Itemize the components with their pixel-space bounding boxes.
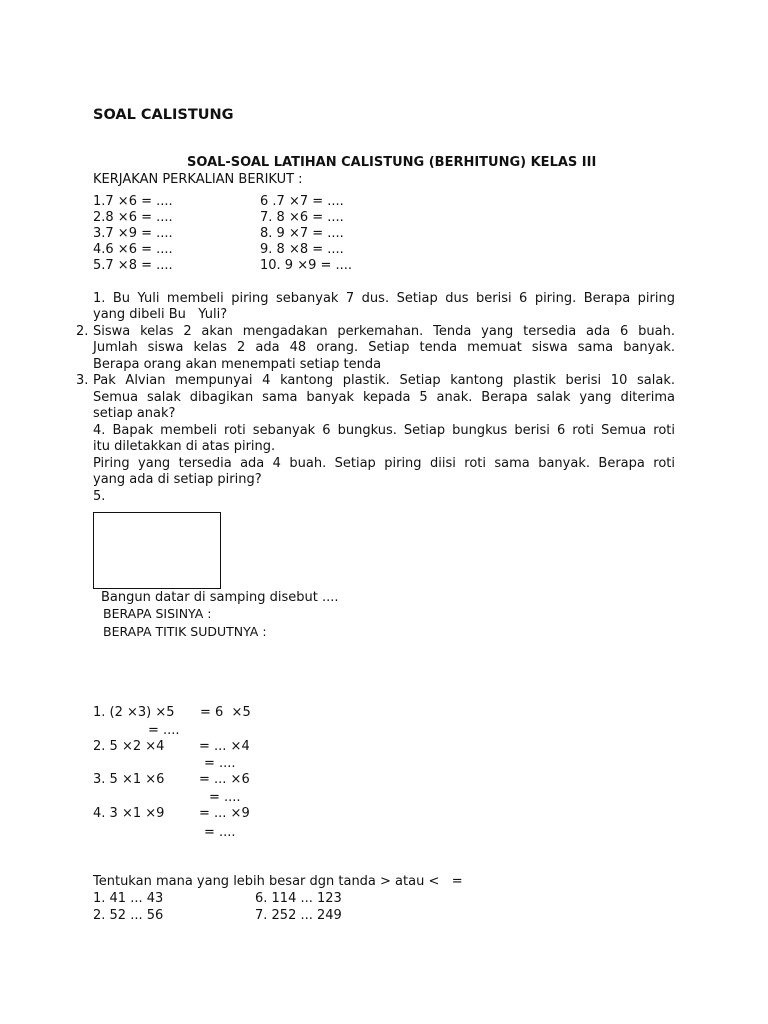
mult-item: 10. 9 ×9 = ....: [260, 258, 353, 273]
assoc-expr: 3. 5 ×1 ×6: [93, 772, 165, 787]
section-subtitle: SOAL-SOAL LATIHAN CALISTUNG (BERHITUNG) KELAS III: [187, 155, 597, 170]
mult-item: 4.6 ×6 = ....: [93, 242, 173, 257]
assoc-step: = ... ×4: [199, 739, 250, 754]
story-number: 2.: [76, 324, 89, 339]
story-line: Pak Alvian mempunyai 4 kantong plastik. Setiap kantong plastik berisi 10 salak.: [93, 373, 675, 388]
assoc-step: = 6 ×5: [200, 705, 251, 720]
story-line: Siswa kelas 2 akan mengadakan perkemahan. Tenda yang tersedia ada 6 buah.: [93, 324, 675, 339]
assoc-result: = ....: [204, 756, 236, 771]
story-line: itu diletakkan di atas piring.: [93, 439, 276, 454]
instruction: KERJAKAN PERKALIAN BERIKUT :: [93, 172, 303, 187]
story-line: Berapa orang akan menempati setiap tenda: [93, 357, 382, 372]
story-line: Jumlah siswa kelas 2 ada 48 orang. Setiap tenda memuat siswa sama banyak.: [93, 340, 675, 355]
story-line: Piring yang tersedia ada 4 buah. Setiap piring diisi roti sama banyak. Berapa roti: [93, 456, 675, 471]
shape-caption: Bangun datar di samping disebut ....: [101, 590, 339, 605]
story-line: Semua salak dibagikan sama banyak kepada 5 anak. Berapa salak yang diterima: [93, 390, 675, 405]
compare-item: 6. 114 ... 123: [255, 891, 342, 906]
compare-instruction: Tentukan mana yang lebih besar dgn tanda > atau < =: [93, 874, 463, 889]
assoc-step: = ... ×6: [199, 772, 250, 787]
story-line: 4. Bapak membeli roti sebanyak 6 bungkus. Setiap bungkus berisi 6 roti Semua roti: [93, 423, 675, 438]
assoc-step: = ... ×9: [199, 806, 250, 821]
mult-item: 3.7 ×9 = ....: [93, 226, 173, 241]
assoc-result: = ....: [148, 723, 180, 738]
compare-item: 1. 41 ... 43: [93, 891, 164, 906]
mult-item: 6 .7 ×7 = ....: [260, 194, 344, 209]
rectangle-shape: [93, 512, 221, 589]
mult-item: 2.8 ×6 = ....: [93, 210, 173, 225]
mult-item: 5.7 ×8 = ....: [93, 258, 173, 273]
corners-question: BERAPA TITIK SUDUTNYA :: [103, 624, 267, 639]
mult-item: 7. 8 ×6 = ....: [260, 210, 344, 225]
story-line: yang dibeli Bu Yuli?: [93, 307, 228, 322]
assoc-expr: 4. 3 ×1 ×9: [93, 806, 165, 821]
mult-item: 9. 8 ×8 = ....: [260, 242, 344, 257]
assoc-expr: 1. (2 ×3) ×5: [93, 705, 175, 720]
compare-item: 2. 52 ... 56: [93, 908, 164, 923]
story-line: 5.: [93, 489, 106, 504]
story-line: setiap anak?: [93, 406, 176, 421]
assoc-result: = ....: [204, 825, 236, 840]
story-line: 1. Bu Yuli membeli piring sebanyak 7 dus. Setiap dus berisi 6 piring. Berapa piring: [93, 291, 675, 306]
compare-item: 7. 252 ... 249: [255, 908, 342, 923]
story-line: yang ada di setiap piring?: [93, 472, 262, 487]
mult-item: 1.7 ×6 = ....: [93, 194, 173, 209]
document-title: SOAL CALISTUNG: [93, 107, 234, 123]
mult-item: 8. 9 ×7 = ....: [260, 226, 344, 241]
assoc-expr: 2. 5 ×2 ×4: [93, 739, 165, 754]
sides-question: BERAPA SISINYA :: [103, 606, 212, 621]
story-number: 3.: [76, 373, 89, 388]
assoc-result: = ....: [209, 790, 241, 805]
